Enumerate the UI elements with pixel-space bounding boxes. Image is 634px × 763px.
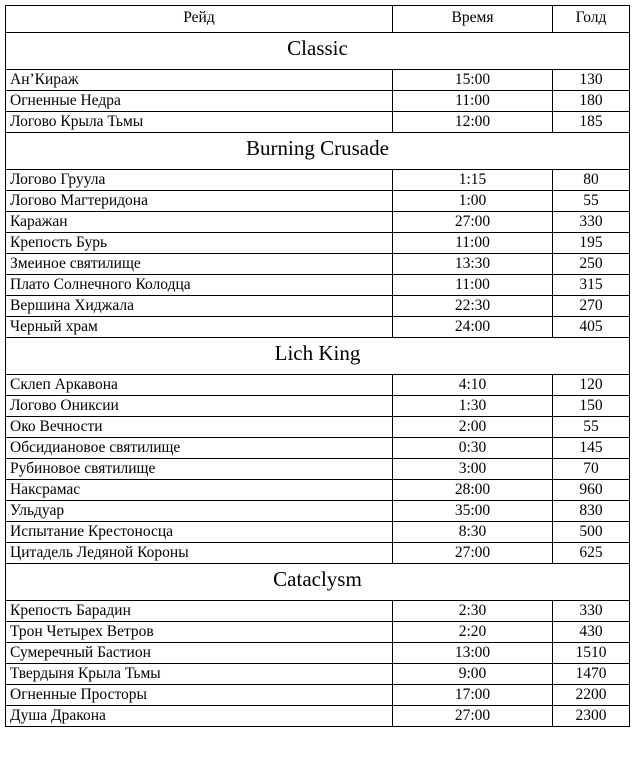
gold-cell: 1510 (553, 643, 630, 664)
raid-name-cell: Плато Солнечного Колодца (6, 275, 393, 296)
table-row (6, 643, 630, 664)
raid-name-cell: Змеиное святилище (6, 254, 393, 275)
table-row (6, 480, 630, 501)
gold-cell: 195 (553, 233, 630, 254)
raid-name-cell: Крепость Барадин (6, 601, 393, 622)
section-title: Lich King (6, 338, 630, 375)
gold-cell: 130 (553, 70, 630, 91)
time-cell: 27:00 (393, 212, 553, 233)
gold-cell: 330 (553, 601, 630, 622)
table-row (6, 233, 630, 254)
table-row (6, 191, 630, 212)
section-row (6, 33, 630, 70)
gold-cell: 2300 (553, 706, 630, 727)
table-row (6, 543, 630, 564)
gold-cell: 830 (553, 501, 630, 522)
time-cell: 17:00 (393, 685, 553, 706)
raid-name-cell: Ан’Кираж (6, 70, 393, 91)
section-row (6, 564, 630, 601)
time-cell: 35:00 (393, 501, 553, 522)
header-row (6, 6, 630, 33)
time-cell: 2:20 (393, 622, 553, 643)
section-title: Cataclysm (6, 564, 630, 601)
raid-name-cell: Рубиновое святилище (6, 459, 393, 480)
gold-cell: 80 (553, 170, 630, 191)
raid-name-cell: Око Вечности (6, 417, 393, 438)
gold-cell: 2200 (553, 685, 630, 706)
table-row (6, 417, 630, 438)
table-body (6, 33, 630, 727)
table-row (6, 601, 630, 622)
time-cell: 0:30 (393, 438, 553, 459)
time-cell: 24:00 (393, 317, 553, 338)
time-cell: 12:00 (393, 112, 553, 133)
raid-name-cell: Цитадель Ледяной Короны (6, 543, 393, 564)
gold-cell: 500 (553, 522, 630, 543)
raid-name-cell: Трон Четырех Ветров (6, 622, 393, 643)
time-cell: 13:00 (393, 643, 553, 664)
table-row (6, 622, 630, 643)
table-row (6, 254, 630, 275)
raid-name-cell: Логово Крыла Тьмы (6, 112, 393, 133)
table-row (6, 170, 630, 191)
time-cell: 1:30 (393, 396, 553, 417)
gold-cell: 315 (553, 275, 630, 296)
table-row (6, 212, 630, 233)
gold-cell: 330 (553, 212, 630, 233)
gold-cell: 270 (553, 296, 630, 317)
gold-cell: 960 (553, 480, 630, 501)
raid-name-cell: Сумеречный Бастион (6, 643, 393, 664)
gold-cell: 430 (553, 622, 630, 643)
table-row (6, 91, 630, 112)
time-cell: 2:00 (393, 417, 553, 438)
time-cell: 28:00 (393, 480, 553, 501)
gold-cell: 405 (553, 317, 630, 338)
section-title: Classic (6, 33, 630, 70)
time-cell: 3:00 (393, 459, 553, 480)
time-cell: 27:00 (393, 706, 553, 727)
table-row (6, 459, 630, 480)
raid-name-cell: Вершина Хиджала (6, 296, 393, 317)
time-cell: 8:30 (393, 522, 553, 543)
raid-name-cell: Каражан (6, 212, 393, 233)
table-row (6, 275, 630, 296)
gold-cell: 180 (553, 91, 630, 112)
time-cell: 1:15 (393, 170, 553, 191)
time-cell: 9:00 (393, 664, 553, 685)
table-row (6, 706, 630, 727)
gold-cell: 185 (553, 112, 630, 133)
time-cell: 4:10 (393, 375, 553, 396)
raid-name-cell: Испытание Крестоносца (6, 522, 393, 543)
table-row (6, 375, 630, 396)
time-cell: 11:00 (393, 233, 553, 254)
gold-cell: 250 (553, 254, 630, 275)
table-row (6, 522, 630, 543)
header-raid: Рейд (6, 6, 393, 33)
section-row (6, 133, 630, 170)
raid-name-cell: Огненные Просторы (6, 685, 393, 706)
table-row (6, 296, 630, 317)
gold-cell: 55 (553, 191, 630, 212)
gold-cell: 70 (553, 459, 630, 480)
gold-cell: 150 (553, 396, 630, 417)
table-row (6, 438, 630, 459)
header-gold: Голд (553, 6, 630, 33)
table-row (6, 317, 630, 338)
time-cell: 22:30 (393, 296, 553, 317)
section-title: Burning Crusade (6, 133, 630, 170)
time-cell: 1:00 (393, 191, 553, 212)
table-row (6, 396, 630, 417)
gold-cell: 625 (553, 543, 630, 564)
gold-cell: 145 (553, 438, 630, 459)
raid-name-cell: Логово Груула (6, 170, 393, 191)
table-row (6, 664, 630, 685)
time-cell: 11:00 (393, 275, 553, 296)
raid-name-cell: Душа Дракона (6, 706, 393, 727)
time-cell: 27:00 (393, 543, 553, 564)
time-cell: 13:30 (393, 254, 553, 275)
time-cell: 11:00 (393, 91, 553, 112)
table-row (6, 70, 630, 91)
header-time: Время (393, 6, 553, 33)
gold-cell: 120 (553, 375, 630, 396)
table-row (6, 112, 630, 133)
raid-name-cell: Твердыня Крыла Тьмы (6, 664, 393, 685)
raid-name-cell: Наксрамас (6, 480, 393, 501)
raid-name-cell: Огненные Недра (6, 91, 393, 112)
raid-name-cell: Крепость Бурь (6, 233, 393, 254)
gold-cell: 55 (553, 417, 630, 438)
raid-name-cell: Обсидиановое святилище (6, 438, 393, 459)
time-cell: 2:30 (393, 601, 553, 622)
time-cell: 15:00 (393, 70, 553, 91)
raid-name-cell: Ульдуар (6, 501, 393, 522)
raid-name-cell: Логово Магтеридона (6, 191, 393, 212)
raid-table (5, 5, 630, 727)
raid-name-cell: Логово Ониксии (6, 396, 393, 417)
raid-name-cell: Черный храм (6, 317, 393, 338)
gold-cell: 1470 (553, 664, 630, 685)
table-row (6, 501, 630, 522)
table-row (6, 685, 630, 706)
raid-name-cell: Склеп Аркавона (6, 375, 393, 396)
table-header (6, 6, 630, 33)
section-row (6, 338, 630, 375)
